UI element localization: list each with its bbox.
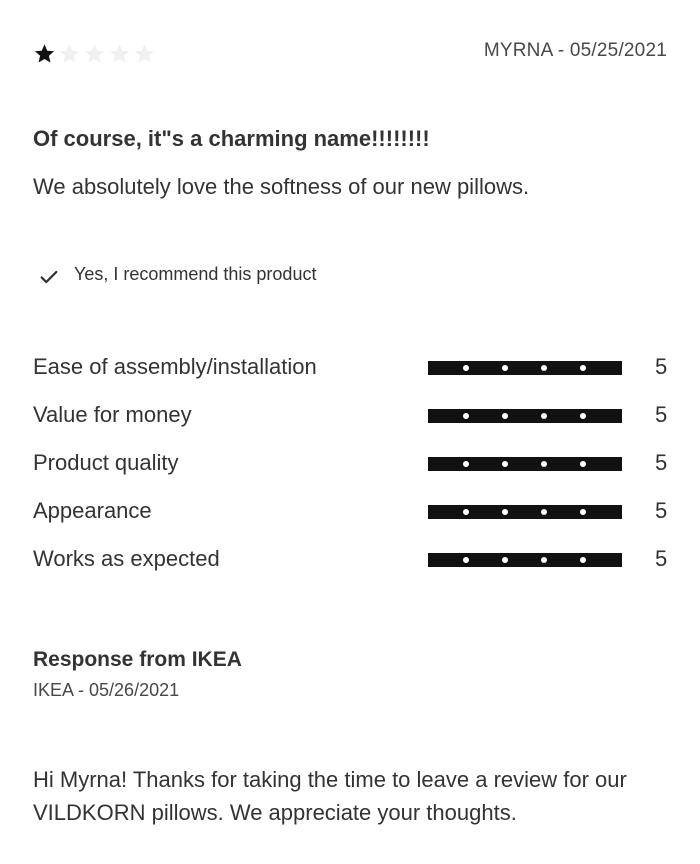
rating-divider-dot xyxy=(541,413,547,419)
rating-divider-dot xyxy=(580,509,586,515)
star-icon xyxy=(58,42,81,65)
rating-divider-dot xyxy=(580,461,586,467)
star-icon xyxy=(33,42,56,65)
rating-bar xyxy=(428,409,622,423)
rating-row xyxy=(33,442,673,490)
rating-divider-dot xyxy=(502,413,508,419)
rating-bar xyxy=(428,457,622,471)
review-body: We absolutely love the softness of our new pillows. xyxy=(33,174,530,199)
rating-value: 5 xyxy=(655,498,668,523)
star-icon xyxy=(133,42,156,65)
rating-bar xyxy=(428,361,622,375)
review-header xyxy=(33,38,667,72)
rating-bar xyxy=(428,553,622,567)
star-rating xyxy=(33,42,156,65)
rating-label: Works as expected xyxy=(33,546,220,571)
rating-divider-dot xyxy=(463,413,469,419)
response-meta: IKEA - 05/26/2021 xyxy=(33,680,180,700)
rating-divider-dot xyxy=(541,557,547,563)
rating-divider-dot xyxy=(541,509,547,515)
rating-divider-dot xyxy=(580,557,586,563)
rating-value: 5 xyxy=(655,450,668,475)
rating-value: 5 xyxy=(655,402,668,427)
rating-value: 5 xyxy=(655,546,668,571)
rating-row xyxy=(33,394,673,442)
rating-divider-dot xyxy=(541,461,547,467)
review-title: Of course, it"s a charming name!!!!!!!! xyxy=(33,126,430,151)
rating-label: Appearance xyxy=(33,498,152,523)
rating-row xyxy=(33,490,673,538)
secondary-ratings xyxy=(33,346,673,586)
rating-bar xyxy=(428,505,622,519)
rating-divider-dot xyxy=(541,365,547,371)
review-author-date: MYRNA - 05/25/2021 xyxy=(483,40,667,61)
rating-row xyxy=(33,538,673,586)
recommend-text: Yes, I recommend this product xyxy=(74,263,317,284)
rating-divider-dot xyxy=(463,557,469,563)
rating-row xyxy=(33,346,673,394)
rating-value: 5 xyxy=(655,354,668,379)
star-icon xyxy=(108,42,131,65)
recommend-indicator xyxy=(38,260,316,288)
response-heading: Response from IKEA xyxy=(33,648,242,671)
rating-divider-dot xyxy=(502,365,508,371)
rating-label: Value for money xyxy=(33,402,192,427)
star-icon xyxy=(83,42,106,65)
rating-divider-dot xyxy=(502,509,508,515)
rating-divider-dot xyxy=(580,365,586,371)
rating-label: Ease of assembly/installation xyxy=(33,354,317,379)
response-body: Hi Myrna! Thanks for taking the time to leave a review for our VILDKORN pillows. We appreciate your thoughts. xyxy=(33,767,627,825)
rating-divider-dot xyxy=(463,509,469,515)
rating-label: Product quality xyxy=(33,450,179,475)
rating-divider-dot xyxy=(502,557,508,563)
rating-divider-dot xyxy=(463,461,469,467)
rating-divider-dot xyxy=(463,365,469,371)
rating-divider-dot xyxy=(502,461,508,467)
checkmark-icon xyxy=(38,266,60,288)
rating-divider-dot xyxy=(580,413,586,419)
